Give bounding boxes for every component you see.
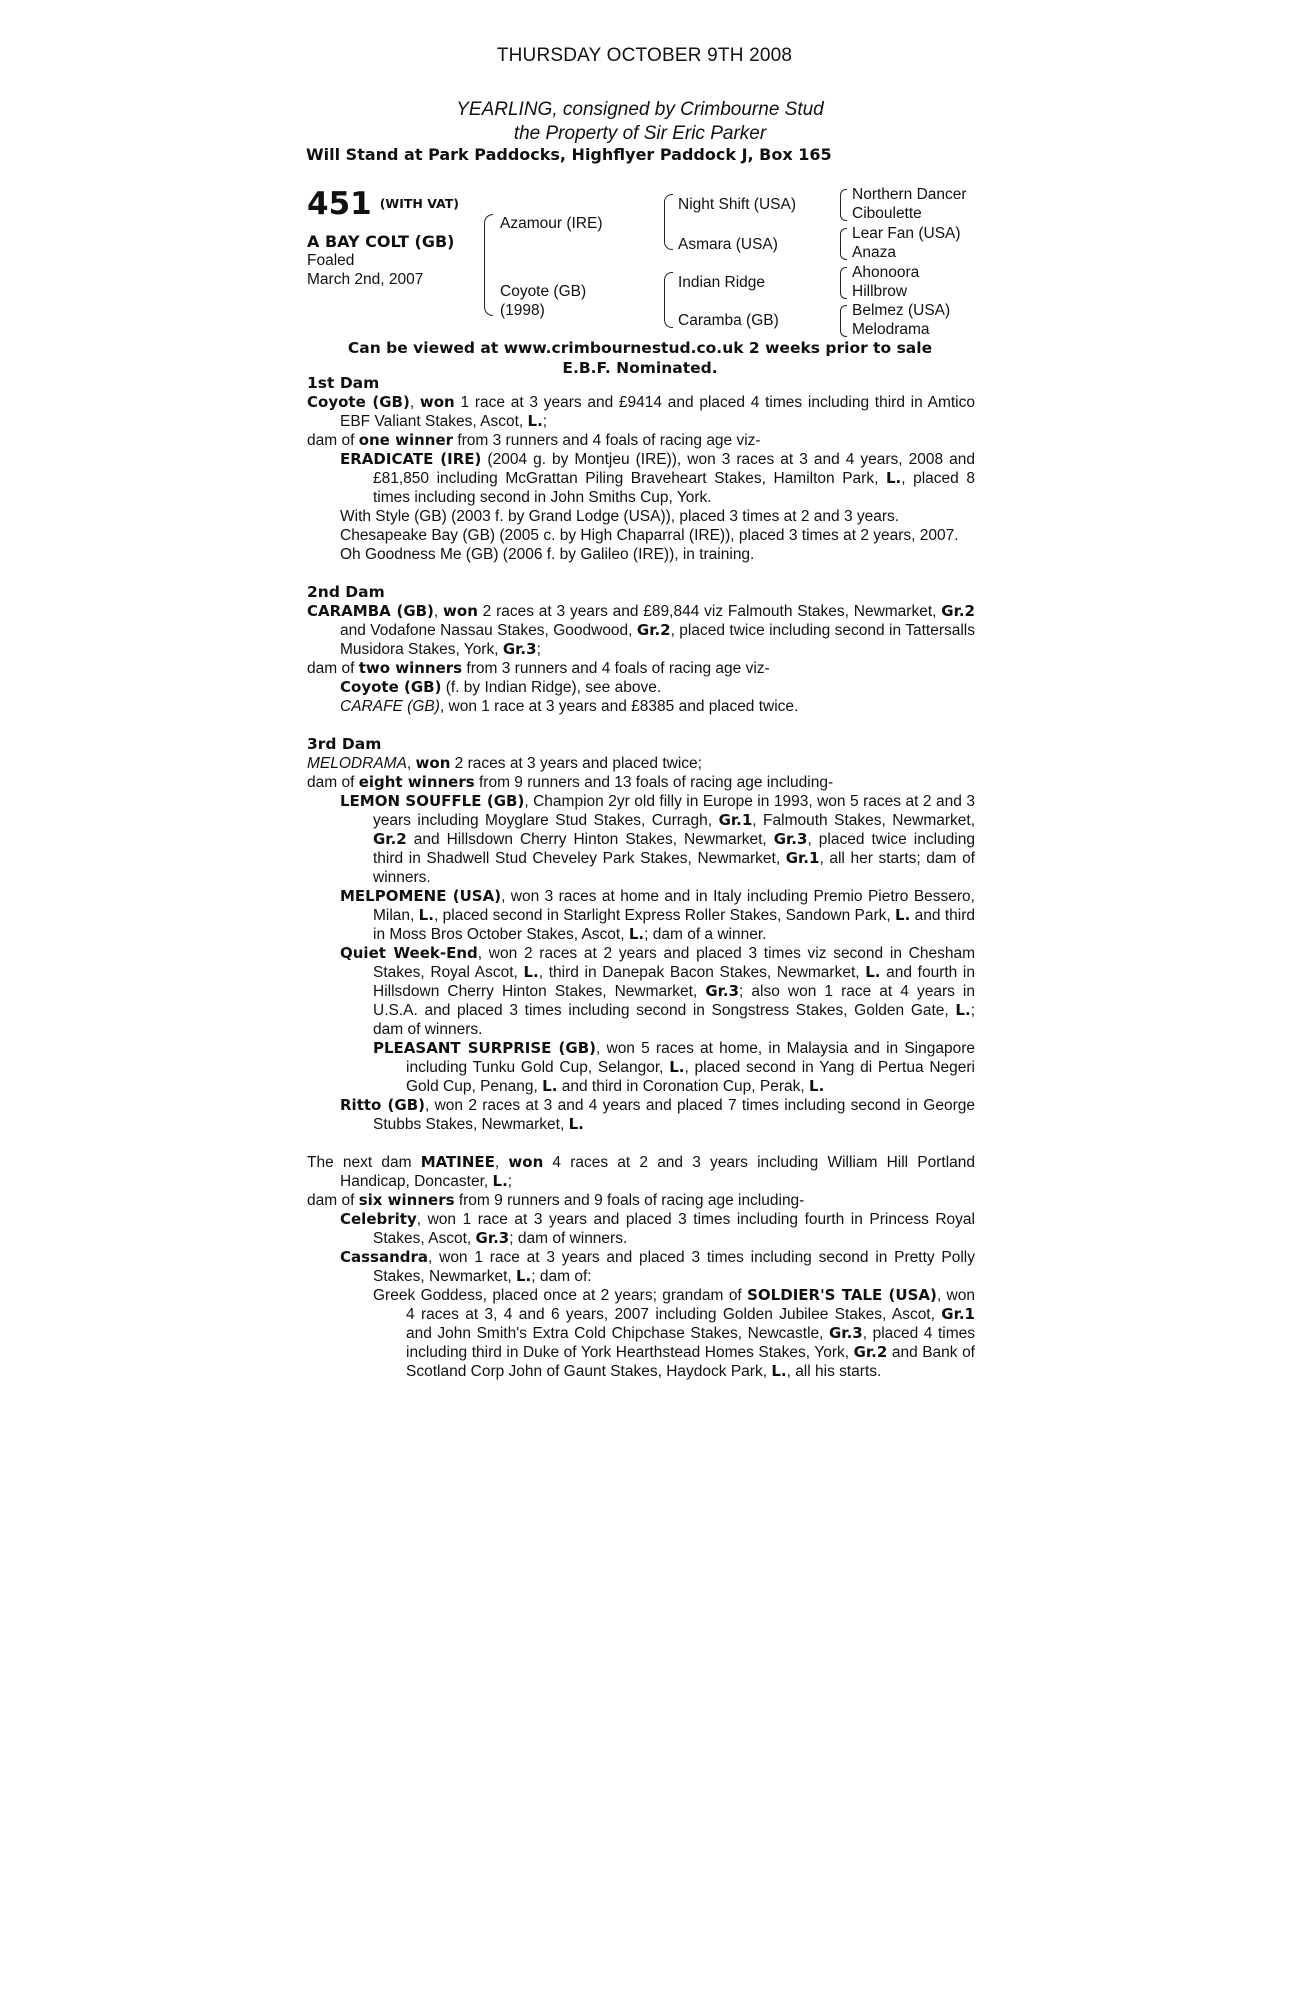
oh-goodness-entry: Oh Goodness Me (GB) (2006 f. by Galileo (IRE)), in training. <box>340 546 755 563</box>
viewing-note: Can be viewed at www.crimbournestud.co.uk 2 weeks prior to sale <box>347 339 933 357</box>
second-dam-record: CARAMBA (GB), won 2 races at 3 years and £89,844 viz Falmouth Stakes, Newmarket, Gr.2 and Vodafone Nassau Stakes, Goodwood, Gr.2, placed twice including second in Tattersalls Musidora Stakes, York, Gr.3; <box>307 602 976 658</box>
pedigree-dam-sire: Indian Ridge <box>678 274 766 291</box>
next-dam-produce: dam of six winners from 9 runners and 9 foals of racing age including- <box>307 1191 805 1209</box>
pedigree-brace-main <box>484 214 493 316</box>
first-dam-produce: dam of one winner from 3 runners and 4 foals of racing age viz- <box>307 431 761 449</box>
lot-number: 451 <box>307 186 372 222</box>
sale-date: THURSDAY OCTOBER 9TH 2008 <box>496 45 793 66</box>
pedigree-g1: Northern Dancer <box>852 186 967 203</box>
lemon-souffle-entry: LEMON SOUFFLE (GB), Champion 2yr old filly in Europe in 1993, won 5 races at 2 and 3 years including Moyglare Stud Stakes, Curragh, Gr.1, Falmouth Stakes, Newmarket, Gr.2 and Hillsdown Cherry Hinton Stakes, Newmarket, Gr.3, placed twice including third in Shadwell Stud Cheveley Park Stakes, Newmarket, Gr.1, all her starts; dam of winners. <box>340 792 975 886</box>
pedigree-brace-g4 <box>840 305 847 337</box>
quiet-week-end-entry: Quiet Week-End, won 2 races at 2 years and placed 3 times viz second in Chesham Stakes, Royal Ascot, L., third in Danepak Bacon Stakes, Newmarket, L. and fourth in Hillsdown Cherry Hinton Stakes, Newmarket, Gr.3; also won 1 race at 4 years in U.S.A. and placed 3 times including second in Songstress Stakes, Golden Gate, L.; dam of winners. <box>340 944 975 1038</box>
pedigree-g7: Belmez (USA) <box>852 302 951 319</box>
cassandra-entry: Cassandra, won 1 race at 3 years and placed 3 times including second in Pretty Polly Stakes, Newmarket, L.; dam of: <box>340 1248 975 1285</box>
vat-label: (WITH VAT) <box>379 196 459 211</box>
second-dam-heading: 2nd Dam <box>307 583 385 601</box>
second-dam-produce: dam of two winners from 3 runners and 4 foals of racing age viz- <box>307 659 770 677</box>
foaled-date: March 2nd, 2007 <box>307 271 424 288</box>
pedigree-g8: Melodrama <box>852 321 930 338</box>
third-dam-heading: 3rd Dam <box>307 735 382 753</box>
chesapeake-entry: Chesapeake Bay (GB) (2005 c. by High Chaparral (IRE)), placed 3 times at 2 years, 2007. <box>340 527 959 544</box>
with-style-entry: With Style (GB) (2003 f. by Grand Lodge (USA)), placed 3 times at 2 and 3 years. <box>340 508 900 525</box>
pedigree-sire-dam: Asmara (USA) <box>678 236 778 253</box>
stand-location: Will Stand at Park Paddocks, Highflyer Paddock J, Box 165 <box>306 145 832 164</box>
next-dam-record: The next dam MATINEE, won 4 races at 2 and 3 years including William Hill Portland Handicap, Doncaster, L.; <box>307 1153 975 1190</box>
first-dam-record: Coyote (GB), won 1 race at 3 years and £9414 and placed 4 times including third in Amtico EBF Valiant Stakes, Ascot, L.; <box>307 393 975 430</box>
consignment-block <box>300 98 980 146</box>
pedigree-dam: Coyote (GB) (1998) <box>500 283 587 319</box>
pedigree-g5: Ahonoora <box>852 264 920 281</box>
pedigree-brace-g3 <box>840 267 847 299</box>
foaled-label: Foaled <box>307 252 355 269</box>
ebf-note: E.B.F. Nominated. <box>562 359 718 377</box>
viewing-notes <box>300 338 980 378</box>
eradicate-entry: ERADICATE (IRE) (2004 g. by Montjeu (IRE)), won 3 races at 3 and 4 years, 2008 and £81,850 including McGrattan Piling Braveheart Stakes, Hamilton Park, L., placed 8 times including second in John Smiths Cup, York. <box>340 450 975 506</box>
coyote-entry: Coyote (GB) (f. by Indian Ridge), see above. <box>340 678 662 696</box>
carafe-entry: CARAFE (GB), won 1 race at 3 years and £8385 and placed twice. <box>340 698 799 715</box>
third-dam-record: MELODRAMA, won 2 races at 3 years and placed twice; <box>307 754 702 772</box>
pedigree-sire-sire: Night Shift (USA) <box>678 196 797 213</box>
pedigree-g2: Ciboulette <box>852 205 922 222</box>
pedigree-dam-dam: Caramba (GB) <box>678 312 779 329</box>
lot-name: A BAY COLT (GB) <box>307 232 455 251</box>
produce-record <box>307 374 975 1381</box>
consignor-line: YEARLING, consigned by Crimbourne Stud <box>456 99 824 120</box>
pedigree-brace-dam <box>664 272 673 328</box>
pedigree-brace-g1 <box>840 189 847 221</box>
celebrity-entry: Celebrity, won 1 race at 3 years and placed 3 times including fourth in Princess Royal Stakes, Ascot, Gr.3; dam of winners. <box>340 1210 975 1247</box>
first-dam-heading: 1st Dam <box>307 374 380 392</box>
pleasant-surprise-entry: PLEASANT SURPRISE (GB), won 5 races at home, in Malaysia and in Singapore including Tunku Gold Cup, Selangor, L., placed second in Yang di Pertua Negeri Gold Cup, Penang, L. and third in Coronation Cup, Perak, L. <box>373 1039 976 1095</box>
pedigree-g3: Lear Fan (USA) <box>852 225 961 242</box>
greek-goddess-entry: Greek Goddess, placed once at 2 years; grandam of SOLDIER'S TALE (USA), won 4 races at 3, 4 and 6 years, 2007 including Golden Jubilee Stakes, Ascot, Gr.1 and John Smith's Extra Cold Chipchase Stakes, Newcastle, Gr.3, placed 4 times including third in Duke of York Hearthstead Homes Stakes, York, Gr.2 and Bank of Scotland Corp John of Gaunt Stakes, Haydock Park, L., all his starts. <box>373 1286 976 1380</box>
third-dam-produce: dam of eight winners from 9 runners and 13 foals of racing age including- <box>307 773 834 791</box>
ritto-entry: Ritto (GB), won 2 races at 3 and 4 years and placed 7 times including second in George Stubbs Stakes, Newmarket, L. <box>340 1096 975 1133</box>
pedigree-g4: Anaza <box>852 244 896 261</box>
pedigree-sire: Azamour (IRE) <box>500 215 603 232</box>
pedigree-brace-sire <box>664 194 673 250</box>
property-line: the Property of Sir Eric Parker <box>513 123 767 144</box>
lot-block <box>307 186 477 289</box>
melpomene-entry: MELPOMENE (USA), won 3 races at home and in Italy including Premio Pietro Bessero, Milan, L., placed second in Starlight Express Roller Stakes, Sandown Park, L. and third in Moss Bros October Stakes, Ascot, L.; dam of a winner. <box>340 887 975 943</box>
pedigree-brace-g2 <box>840 228 847 260</box>
pedigree-g6: Hillbrow <box>852 283 908 300</box>
